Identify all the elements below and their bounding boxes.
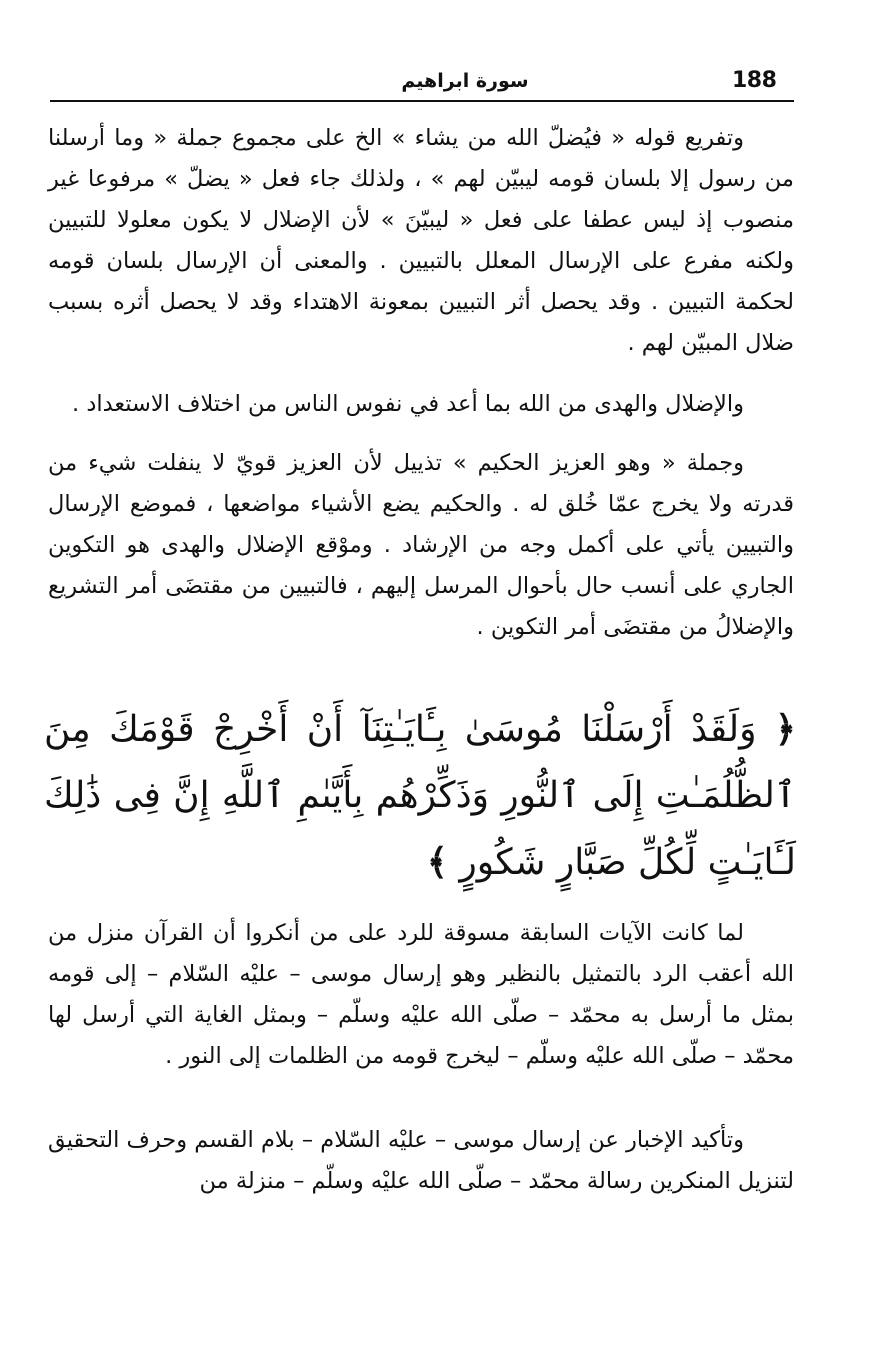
verse-text: وَلَقَدْ أَرْسَلْنَا مُوسَىٰ بِـَٔايَـٰتِنَآ أَنْ أَخْرِجْ قَوْمَكَ مِنَ ٱلظُّلُمَـٰتِ إِلَى ٱلنُّورِ وَذَكِّرْهُم بِأَيَّىٰمِ ٱللَّهِ إِنَّ فِى ذَٰلِكَ لَـَٔايَـٰتٍ لِّكُلِّ صَبَّارٍ شَكُورٍ — [44, 709, 796, 883]
paragraph-taakid: وتأكيد الإخبار عن إرسال موسى – عليْه السّلام – بلام القسم وحرف التحقيق لتنزيل المنكرين رسالة محمّد – صلّى الله عليْه وسلّم – منزلة من — [48, 1127, 794, 1194]
verse-open-bracket: ﴿ — [774, 708, 796, 750]
page-number: 188 — [732, 68, 777, 93]
paragraph-tafri: وتفريع قوله « فيُضلّ الله من يشاء » الخ على مجموع جملة « وما أرسلنا من رسول إلا بلسان قومه ليبيّن لهم » ، ولذلك جاء فعل « يضلّ » مرفوعا غير منصوب إذ ليس عطفا على فعل « ليبيّنَ » لأن الإضلال لا يكون معلولا للتبيين ولكنه مفرع على الإرسال المعلل بالتبيين . والمعنى أن الإرسال بلسان قومه لحكمة التبيين . وقد يحصل أثر التبيين بمعونة الاهتداء وقد لا يحصل أثره بسبب ضلال المبيّن لهم . — [48, 125, 794, 356]
surah-title: سورة ابراهيم — [401, 70, 529, 92]
quran-verse — [44, 696, 796, 896]
paragraph-idlal: والإضلال والهدى من الله بما أعد في نفوس الناس من اختلاف الاستعداد . — [72, 391, 744, 417]
paragraph-tadhyil: وجملة « وهو العزيز الحكيم » تذييل لأن العزيز قويّ لا ينفلت شيء من قدرته ولا يخرج عمّا خُلق له . والحكيم يضع الأشياء مواضعها ، فموضع الإرسال والتبيين يأتي على أكمل وجه من الإرشاد . وموْقع الإضلال والهدى هو التكوين الجاري على أنسب حال بأحوال المرسل إليهم ، فالتبيين من مقتضَى أمر التشريع والإضلالُ من مقتضَى أمر التكوين . — [48, 450, 794, 640]
header-divider — [50, 100, 794, 102]
page-header — [50, 62, 794, 102]
verse-close-bracket: ﴾ — [426, 841, 448, 883]
paragraph-musa-context: لما كانت الآيات السابقة مسوقة للرد على من أنكروا أن القرآن منزل من الله أعقب الرد بالتمثيل بالنظير وهو إرسال موسى – عليْه السّلام – إلى قومه بمثل ما أرسل به محمّد – صلّى الله عليْه وسلّم – وبمثل الغاية التي أرسل لها محمّد – صلّى الله عليْه وسلّم – ليخرج قومه من الظلمات إلى النور . — [48, 920, 794, 1069]
